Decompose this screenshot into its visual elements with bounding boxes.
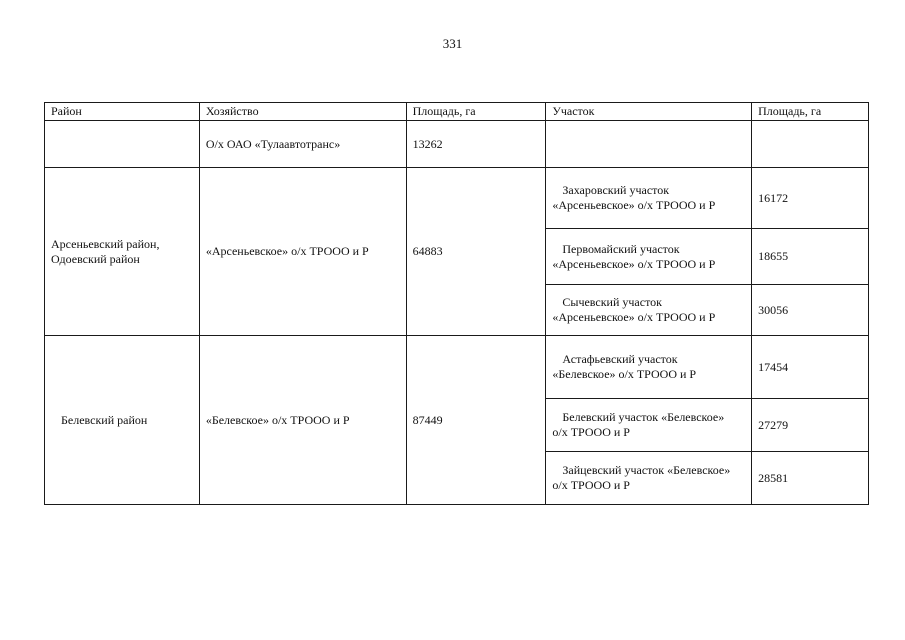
table-row [45, 121, 869, 168]
cell-area: 87449 [406, 336, 546, 505]
plot-name-line2: «Арсеньевское» о/х ТРООО и Р [552, 198, 716, 212]
hunting-grounds-table [44, 102, 869, 505]
cell-plot-area: 28581 [752, 452, 869, 505]
cell-area: 13262 [406, 121, 546, 168]
header-plot: Участок [546, 103, 752, 121]
cell-plot-area [752, 121, 869, 168]
cell-plot [546, 452, 752, 505]
cell-plot [546, 336, 752, 399]
header-area: Площадь, га [406, 103, 546, 121]
cell-plot [546, 229, 752, 285]
cell-plot [546, 399, 752, 452]
cell-district [45, 121, 200, 168]
cell-farm: «Белевское» о/х ТРООО и Р [199, 336, 406, 505]
cell-plot-area: 17454 [752, 336, 869, 399]
plot-name-line1: Захаровский участок [562, 183, 670, 197]
cell-area: 64883 [406, 168, 546, 336]
header-plot-area: Площадь, га [752, 103, 869, 121]
cell-plot [546, 121, 752, 168]
plot-name-line1: Астафьевский участок [562, 352, 678, 366]
cell-plot-area: 27279 [752, 399, 869, 452]
cell-plot-area: 18655 [752, 229, 869, 285]
plot-name-line1: Первомайский участок [562, 241, 680, 256]
cell-farm: «Арсеньевское» о/х ТРООО и Р [199, 168, 406, 336]
plot-name-line2: «Арсеньевское» о/х ТРООО и Р [552, 310, 716, 324]
cell-plot-area: 16172 [752, 168, 869, 229]
cell-plot [546, 168, 752, 229]
table-row [45, 168, 869, 229]
cell-district: Белевский район [45, 336, 200, 505]
plot-name-line1: Белевский участок «Белевское» [562, 410, 725, 424]
cell-district: Арсеньевский район, Одоевский район [45, 168, 200, 336]
plot-name-line2: о/х ТРООО и Р [552, 478, 630, 492]
plot-name-line2: о/х ТРООО и Р [552, 425, 630, 439]
plot-name-line2: «Белевское» о/х ТРООО и Р [552, 367, 697, 381]
cell-farm: О/х ОАО «Тулаавтотранс» [199, 121, 406, 168]
page-number: 331 [442, 36, 463, 51]
plot-name-line2: «Арсеньевское» о/х ТРООО и Р [552, 256, 716, 271]
table-row [45, 336, 869, 399]
table-header-row [45, 103, 869, 121]
cell-plot [546, 285, 752, 336]
cell-plot-area: 30056 [752, 285, 869, 336]
header-district: Район [45, 103, 200, 121]
plot-name-line1: Сычевский участок [562, 295, 663, 309]
header-farm: Хозяйство [199, 103, 406, 121]
plot-name-line1: Зайцевский участок «Белевское» [562, 463, 731, 477]
